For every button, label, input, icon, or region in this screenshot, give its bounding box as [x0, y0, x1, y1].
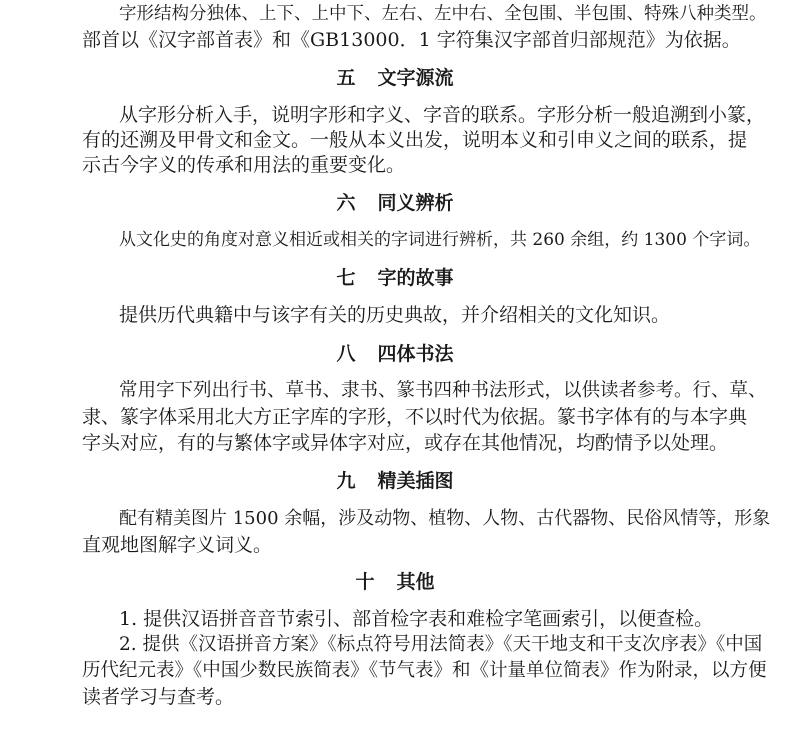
section-number: 七	[336, 267, 356, 289]
paragraph-line: 从字形分析入手，说明字形和字义、字音的联系。字形分析一般追溯到小篆，	[119, 104, 766, 126]
paragraph-line: 常用字下列出行书、草书、隶书、篆书四种书法形式，以供读者参考。行、草、	[119, 380, 767, 401]
section-title: 文字源流	[377, 67, 454, 89]
paragraph-line: 配有精美图片 1500 余幅，涉及动物、植物、人物、古代器物、民俗风情等，形象	[119, 508, 771, 529]
section-title: 精美插图	[377, 470, 454, 492]
section-heading	[0, 570, 790, 594]
section-number: 五	[336, 67, 356, 89]
paragraph-line: 示古今字义的传承和用法的重要变化。	[82, 154, 406, 176]
list-item: 1. 提供汉语拼音音节索引、部首检字表和难检字笔画索引，以便查检。	[119, 608, 714, 630]
section-title: 四体书法	[377, 343, 454, 365]
paragraph-line: 有的还溯及甲骨文和金文。一般从本义出发，说明本义和引申义之间的联系，提	[82, 129, 748, 151]
section-number: 八	[336, 343, 356, 365]
section-number: 九	[336, 470, 356, 492]
section-title: 字的故事	[377, 267, 454, 289]
section-number: 六	[336, 192, 356, 214]
paragraph-line: 直观地图解字义词义。	[82, 534, 273, 556]
section-heading	[0, 342, 790, 366]
section-number: 十	[355, 571, 375, 593]
intro-line: 部首以《汉字部首表》和《GB13000．1 字符集汉字部首归部规范》为依据。	[82, 29, 741, 51]
list-item: 2. 提供《汉语拼音方案》《标点符号用法简表》《天干地支和干支次序表》《中国	[119, 634, 763, 655]
paragraph-line: 字头对应，有的与繁体字或异体字对应，或存在其他情况，均酌情予以处理。	[82, 432, 729, 454]
paragraph-line: 提供历代典籍中与该字有关的历史典故，并介绍相关的文化知识。	[119, 304, 671, 326]
section-heading	[0, 66, 790, 90]
section-title: 同义辨析	[377, 192, 454, 214]
section-title: 其他	[396, 571, 435, 593]
paragraph-line: 隶、篆字体采用北大方正字库的字形，不以时代为依据。篆书字体有的与本字典	[82, 406, 748, 428]
paragraph-line: 从文化史的角度对意义相近或相关的字词进行辨析，共 260 余组，约 1300 个字词。	[119, 230, 761, 250]
section-heading	[0, 191, 790, 215]
section-heading	[0, 266, 790, 290]
list-item-continuation: 读者学习与查考。	[82, 686, 235, 708]
list-item-continuation: 历代纪元表》《中国少数民族简表》《节气表》和《计量单位简表》作为附录，以方便	[82, 660, 767, 681]
section-heading	[0, 469, 790, 493]
intro-line: 字形结构分独体、上下、上中下、左右、左中右、全包围、半包围、特殊八种类型。	[119, 4, 767, 24]
